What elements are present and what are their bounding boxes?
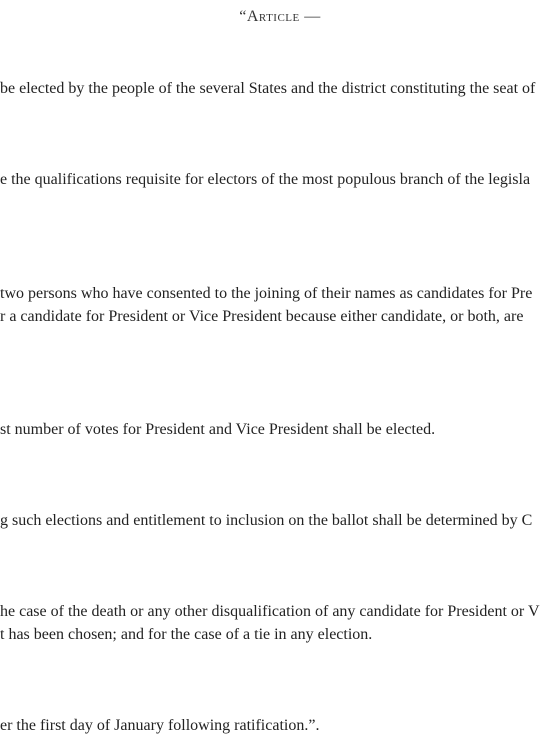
paragraph-line-votes: st number of votes for President and Vice President shall be elected. — [0, 421, 436, 438]
paragraph-line-ballot: g such elections and entitlement to inclusion on the ballot shall be determined by C — [0, 512, 533, 529]
heading-open-quote: “ — [239, 8, 247, 25]
paragraph-line-tie: t has been chosen; and for the case of a tie in any election. — [0, 626, 373, 643]
paragraph-line-candidates: two persons who have consented to the joining of their names as candidates for Pre — [0, 285, 533, 302]
heading-dash: — — [299, 8, 321, 25]
paragraph-line-candidate-either: r a candidate for President or Vice President because either candidate, or both, are — [0, 308, 524, 325]
article-heading — [0, 8, 560, 26]
paragraph-line-disqualification: he case of the death or any other disqualification of any candidate for President or V — [0, 603, 540, 620]
paragraph-line-qualifications: e the qualifications requisite for electors of the most populous branch of the legisla — [0, 171, 531, 188]
heading-article-word: Article — [246, 8, 300, 25]
paragraph-line-ratification: er the first day of January following ratification.”. — [0, 717, 320, 734]
paragraph-line-electors: be elected by the people of the several States and the district constituting the seat of — [0, 80, 536, 97]
